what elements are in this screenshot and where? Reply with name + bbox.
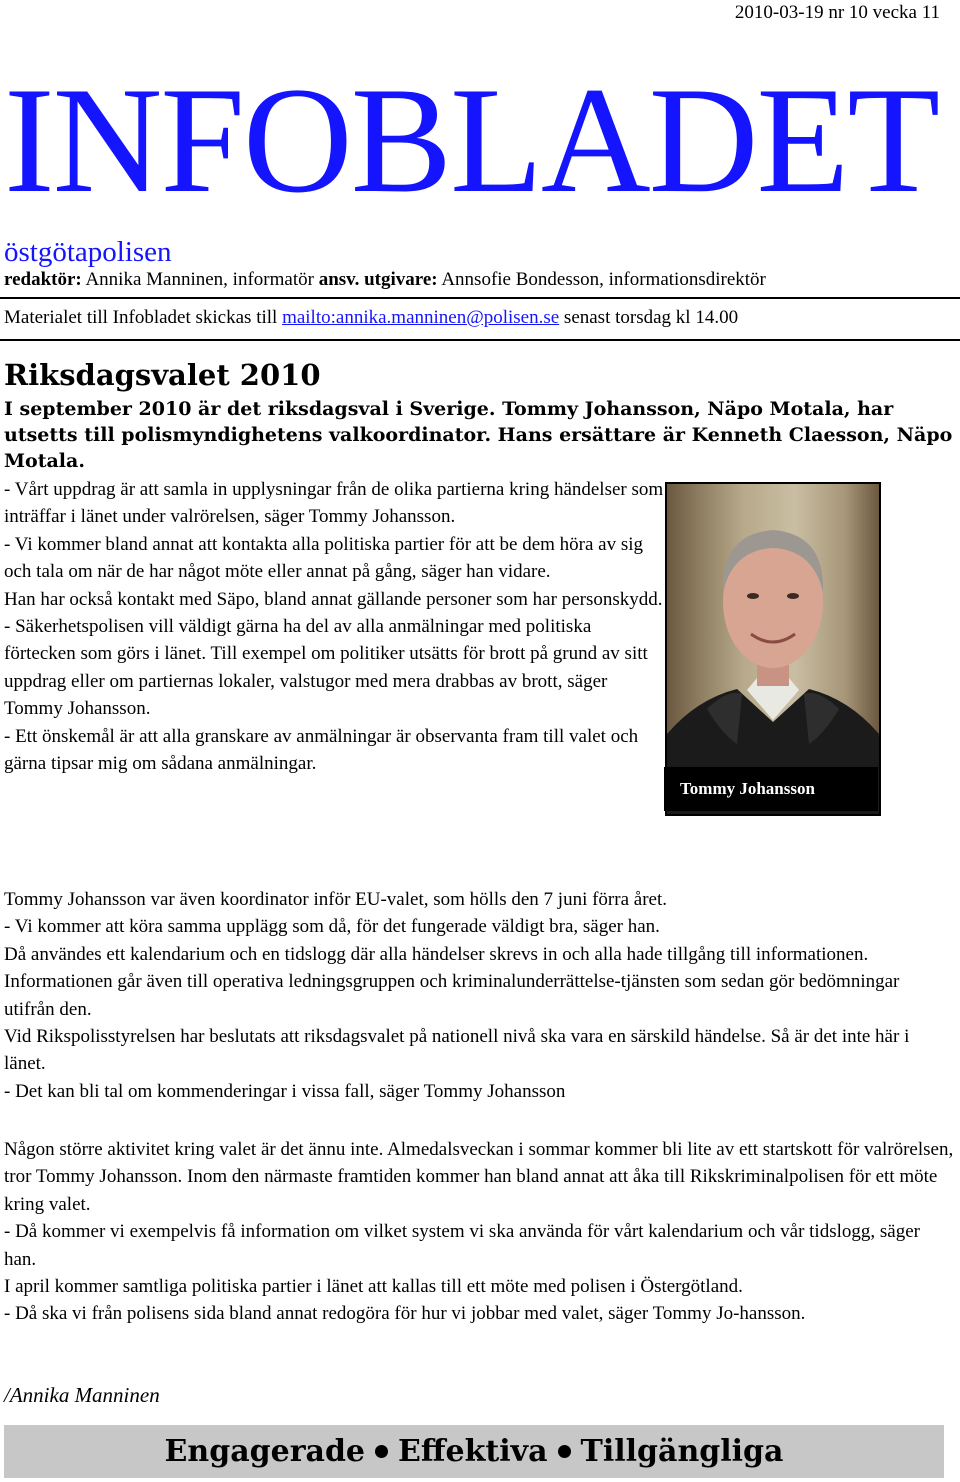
header-divider [0,297,960,299]
bullet-icon [558,1445,571,1458]
editor-label: redaktör: [4,269,82,290]
portrait-photo [665,482,881,816]
body-paragraph: Vid Rikspolisstyrelsen har beslutats att riksdagsvalet på nationell nivå ska vara en särskild händelse. Så är det inte här i länet. [4,1026,910,1075]
submission-info [4,307,738,329]
email-link[interactable]: mailto:annika.manninen@polisen.se [282,307,560,328]
body-paragraph: Någon större aktivitet kring valet är det ännu inte. Almedalsveckan i sommar kommer bli lite av ett startskott för valrörelsen, tror Tommy Johansson. Inom den närmaste framtiden kommer han bland annat att åka till Rikskriminalpolisen för ett möte kring valet. [4,1139,954,1215]
editor-name: Annika Manninen, informatör [85,269,314,290]
body-paragraph: - Vi kommer att köra samma upplägg som då, för det fungerade väldigt bra, säger han. [4,916,660,938]
masthead-title: INFOBLADET [4,56,939,224]
photo-caption: Tommy Johansson [664,767,878,811]
slogan-word: Tillgängliga [580,1434,784,1469]
column-paragraph: Han har också kontakt med Säpo, bland annat gällande personer som har personskydd. [4,588,663,610]
body-paragraph: - Då kommer vi exempelvis få information om vilket system vi ska använda för vårt kalendarium och vår tidslogg, säger han. [4,1221,920,1270]
article-body-a [4,886,954,1105]
article-title: Riksdagsvalet 2010 [4,358,321,392]
body-paragraph: - Då ska vi från polisens sida bland annat redogöra för hur vi jobbar med valet, säger Tommy Jo-hansson. [4,1303,806,1325]
section-divider [0,339,960,341]
submission-deadline: senast torsdag kl 14.00 [563,307,739,328]
bullet-icon [375,1445,388,1458]
issue-dateline: 2010-03-19 nr 10 vecka 11 [734,2,940,23]
body-paragraph: - Det kan bli tal om kommenderingar i vissa fall, säger Tommy Johansson [4,1080,566,1102]
publisher-name: Annsofie Bondesson, informationsdirektör [441,269,766,290]
author-signature: /Annika Manninen [4,1383,160,1407]
portrait-illustration [667,484,879,814]
slogan-word: Engagerade [164,1434,366,1469]
column-paragraph: - Ett önskemål är att alla granskare av anmälningar är observanta fram till valet och gärna tipsar mig om sådana anmälningar. [4,725,639,775]
article-lead: I september 2010 är det riksdagsval i Sverige. Tommy Johansson, Näpo Motala, har utsetts till polismyndighetens valkoordinator. Hans ersättare är Kenneth Claesson, Näpo Motala. [4,398,953,472]
body-paragraph: I april kommer samtliga politiska partier i länet att kallas till ett möte med polisen i Östergötland. [4,1276,743,1298]
submission-prefix: Materialet till Infobladet skickas till [4,307,278,328]
body-paragraph: Då användes ett kalendarium och en tidslogg där alla händelser skrevs in och alla hade tillgång till informationen. Informationen går även till operativa ledningsgruppen och kriminalunderrättelse-tjänsten som sedan gör bedömningar utifrån den. [4,943,900,1020]
slogan-word: Effektiva [398,1434,548,1469]
column-paragraph: - Säkerhetspolisen vill väldigt gärna ha del av alla anmälningar med politiska förtecken som görs i länet. Till exempel om politiker utsätts för brott på grund av sitt uppdrag eller om partiernas lokaler, valstugor med mera drabbas av brott, säger Tommy Johansson. [4,616,648,720]
column-paragraph: - Vi kommer bland annat att kontakta alla politiska partier för att be dem höra av sig och tala om när de har något möte eller annat på gång, säger han vidare. [4,533,644,583]
masthead-subtitle: östgötapolisen [4,236,172,268]
footer-slogan [4,1425,944,1478]
publisher-label: ansv. utgivare: [318,269,438,290]
body-paragraph: Tommy Johansson var även koordinator inför EU-valet, som hölls den 7 juni förra året. [4,889,667,910]
editor-line [4,269,766,291]
article-body-b [4,1136,954,1328]
article-column [4,476,664,777]
column-paragraph: - Vårt uppdrag är att samla in upplysningar från de olika partierna kring händelser som inträffar i länet under valrörelsen, säger Tommy Johansson. [4,479,664,528]
